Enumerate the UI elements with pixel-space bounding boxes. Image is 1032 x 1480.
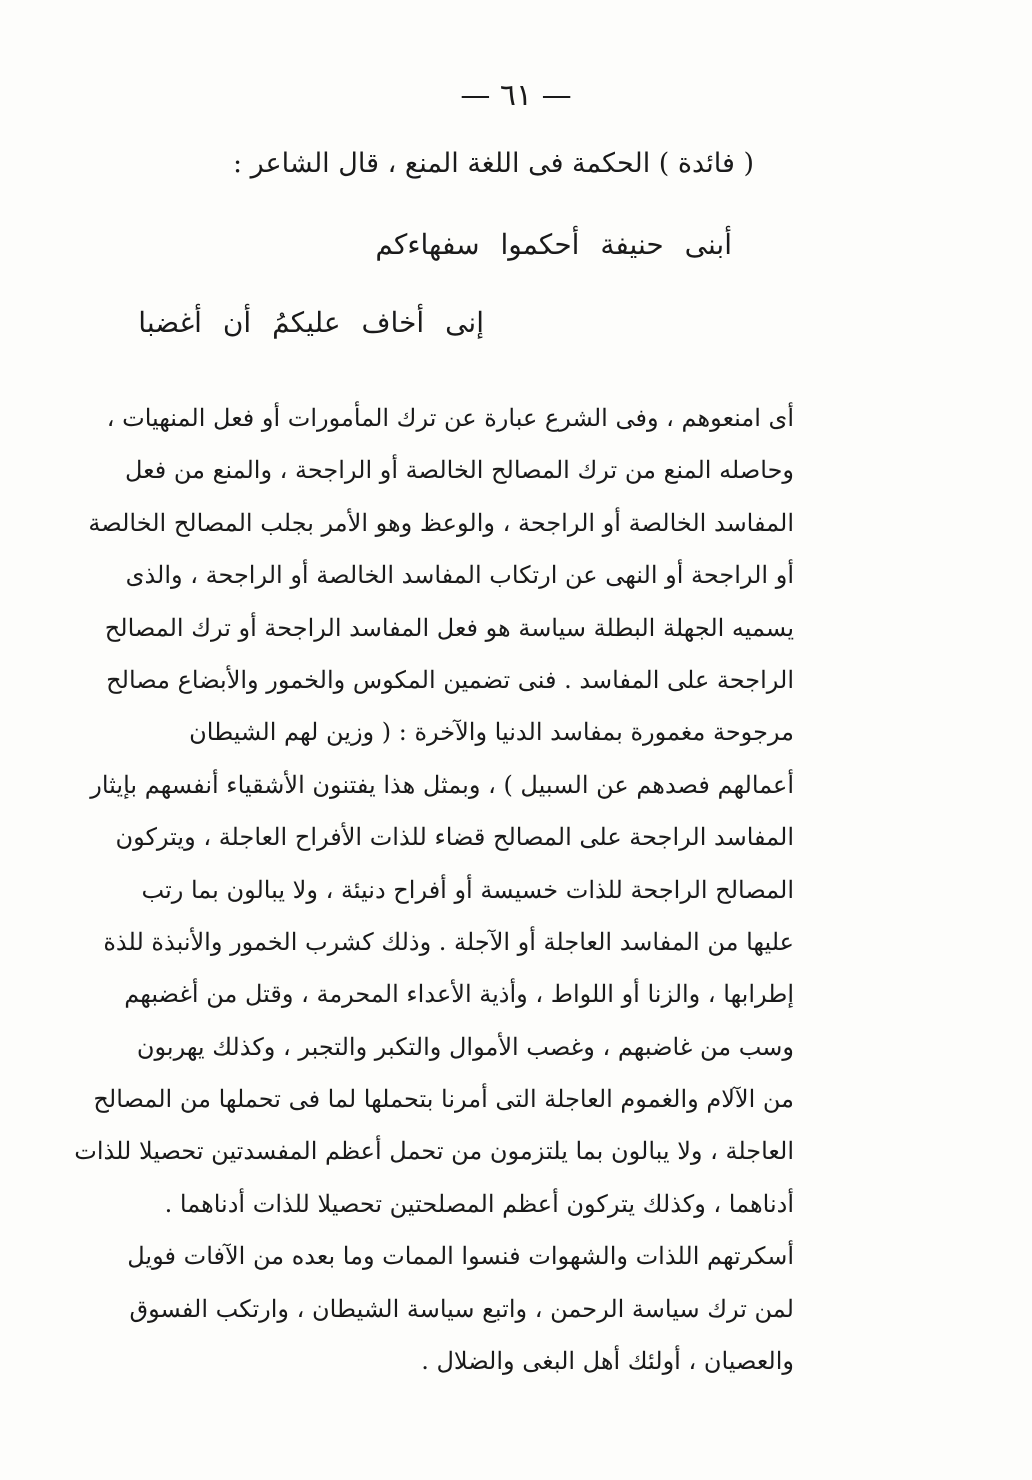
body-line: مرجوحة مغمورة بمفاسد الدنيا والآخرة : ( وزين لهم الشيطان	[189, 718, 794, 747]
body-line: أدناهما ، وكذلك يتركون أعظم المصلحتين تحصيلا للذات أدناهما .	[164, 1189, 794, 1218]
section-heading: ( فائدة ) الحكمة فى اللغة المنع ، قال الشاعر :	[232, 148, 754, 179]
body-line: من الآلام والغموم العاجلة التى أمرنا بتحملها لما فى تحملها من المصالح	[93, 1085, 794, 1114]
body-line: الراجحة على المفاسد . فنى تضمين المكوس والخمور والأبضاع مصالح	[106, 665, 794, 694]
body-line: المفاسد الراجحة على المصالح قضاء للذات الأفراح العاجلة ، ويتركون	[115, 823, 794, 852]
body-line: والعصيان ، أولئك أهل البغى والضلال .	[421, 1347, 794, 1376]
body-line: العاجلة ، ولا يبالون بما يلتزمون من تحمل أعظم المفسدتين تحصيلا للذات	[74, 1137, 794, 1166]
body-line: وحاصله المنع من ترك المصالح الخالصة أو الراجحة ، والمنع من فعل	[124, 456, 794, 485]
body-line: أسكرتهم اللذات والشهوات فنسوا الممات وما بعده من الآفات فويل	[127, 1242, 794, 1271]
body-line: المصالح الراجحة للذات خسيسة أو أفراح دنيئة ، ولا يبالون بما رتب	[141, 875, 794, 904]
body-line: المفاسد الخالصة أو الراجحة ، والوعظ وهو الأمر بجلب المصالح الخالصة	[88, 508, 794, 537]
body-paragraph	[74, 392, 794, 1387]
body-line: وسب من غاضبهم ، وغصب الأموال والتكبر والتجبر ، وكذلك يهربون	[136, 1032, 794, 1061]
body-line: أعمالهم فصدهم عن السبيل ) ، وبمثل هذا يفتنون الأشقياء أنفسهم بإيثار	[90, 770, 794, 799]
body-line: لمن ترك سياسة الرحمن ، واتبع سياسة الشيطان ، وارتكب الفسوق	[129, 1294, 794, 1323]
body-line: إطرابها ، والزنا أو اللواط ، وأذية الأعداء المحرمة ، وقتل من أغضبهم	[124, 980, 794, 1009]
page-number: — ٦١ —	[460, 78, 572, 113]
body-line: أو الراجحة أو النهى عن ارتكاب المفاسد الخالصة أو الراجحة ، والذى	[125, 561, 794, 590]
body-line: عليها من المفاسد العاجلة أو الآجلة . وذلك كشرب الخمور والأنبذة للذة	[103, 927, 794, 956]
poem-verse-1: أبنى حنيفة أحكموا سفهاءكم	[375, 228, 732, 261]
body-line: يسميه الجهلة البطلة سياسة هو فعل المفاسد الراجحة أو ترك المصالح	[104, 613, 794, 642]
poem-verse-2: إنى أخاف عليكمُ أن أغضبا	[138, 306, 484, 339]
body-line: أى امنعوهم ، وفى الشرع عبارة عن ترك المأمورات أو فعل المنهيات ،	[106, 404, 794, 432]
